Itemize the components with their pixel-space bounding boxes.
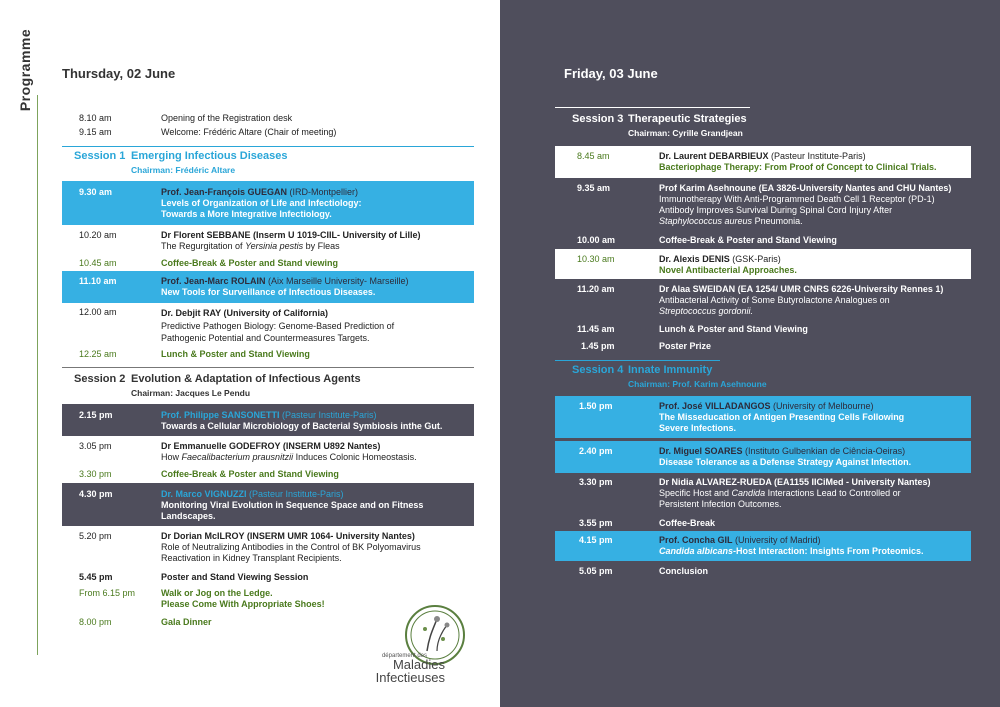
session-4-title: Innate Immunity <box>628 364 713 376</box>
session-divider <box>62 367 474 368</box>
session-1-label: Session 1 <box>74 150 126 162</box>
logo-line-2: Maladies Infectieuses <box>375 657 445 685</box>
friday-page: Friday, 03 June Session 3 Therapeutic Strategies Chairman: Cyrille Grandjean 8.45 am Dr. Laurent DEBARBIEUX (Pasteur Institute-Paris) Bacteriophage Therapy: From Proof of Concept to Clinical Trials. 9.35 am Prof Karim Asehnoune (EA 3826-University Nantes and CHU Nantes) Immunotherapy With Anti-Programmed Death Cell 1 Receptor (PD-1) Antibody Improves Survival During Spinal Cord Injury After Staphylococcus aureus Pneumonia. 10.00 am Coffee-Break & Poster and Stand Viewing 10.30 am Dr. Alexis DENIS (GSK-Paris) Novel Antibacterial Approaches. 11.20 am Dr Alaa SWEIDAN (EA 1254/ UMR CNRS 6226-University Rennes 1) Antibacterial Activity of Some Butyrolactone Analogues on Streptococcus gordonii. 11.45 am Lunch & Poster and Stand Viewing 1.45 pm Poster Prize Session 4 Innate Immunity Chairman: Prof. Karim Asehnoune 1.50 pm Prof. José VILLADANGOS (University of Melbourne) The Misseducation of Antigen Presenting Cells Following Severe Infections. 2.40 pm Dr. Miguel SOARES (Instituto Gulbenkian de Ciência-Oeiras) Disease Tolerance as a Defense Strategy Against Infection. 3.30 pm Dr Nidia ALVAREZ-RUEDA (EA1155 IICiMed - University Nantes) Specific Host and Candida Interactions Lead to Controlled or Persistent Infection Outcomes. 3.55 pm Coffee-Break 4.15 pm Prof. Concha GIL (University of Madrid) Candida albicans-Host Interaction: Insights From Proteomics. 5.05 pm Conclusion <box>500 0 1000 707</box>
session-3-chair: Chairman: Cyrille Grandjean <box>628 128 743 138</box>
logo-line-1: département des <box>381 653 427 659</box>
session-1-title: Emerging Infectious Diseases <box>131 150 288 162</box>
thursday-page: Programme Thursday, 02 June 8.10 am Opening of the Registration desk 9.15 am Welcome: Frédéric Altare (Chair of meeting) Session 1 Emerging Infectious Diseases Chairman: Frédéric Altare 9.30 am Prof. Jean-François GUEGAN (IRD-Montpellier) Levels of Organization of Life and Infectiology: Towards a More Integrative Infectiology. 10.20 am Dr Florent SEBBANE (Inserm U 1019-CIIL- University of Lille) The Regurgitation of Yersinia pestis by Fleas 10.45 am Coffee-Break & Poster and Stand viewing 11.10 am Prof. Jean-Marc ROLAIN (Aix Marseille University- Marseille) New Tools for Surveillance of Infectious Diseases. 12.00 am Dr. Debjit RAY (University of California) Predictive Pathogen Biology: Genome-Based Prediction of Pathogenic Potential and Countermeasures Targets. 12.25 am Lunch & Poster and Stand Viewing Session 2 Evolution & Adaptation of Infectious Agents Chairman: Jacques Le Pendu 2.15 pm Prof. Philippe SANSONETTI (Pasteur Institute-Paris) Towards a Cellular Microbiology of Bacterial Symbiosis inthe Gut. 3.05 pm Dr Emmanuelle GODEFROY (INSERM U892 Nantes) How Faecalibacterium prausnitzii Induces Colonic Homeostasis. 3.30 pm Coffee-Break & Poster and Stand Viewing 4.30 pm Dr. Marco VIGNUZZI (Pasteur Institute-Paris) Monitoring Viral Evolution in Sequence Space and on Fitness Landscapes. 5.20 pm Dr Dorian McILROY (INSERM UMR 1064- University Nantes) Role of Neutralizing Antibodies in the Control of BK Polyomavirus Reactivation in Kidney Transplant Recipients. 5.45 pm Poster and Stand Viewing Session From 6.15 pm Walk or Jog on the Ledge. Please Come With Appropriate Shoes! 8.00 pm Gala Dinner département des Maladies Infectieuses <box>0 0 500 707</box>
session-2-chair: Chairman: Jacques Le Pendu <box>131 388 251 398</box>
friday-title: Friday, 03 June <box>564 66 658 81</box>
side-divider <box>37 95 38 655</box>
session-divider <box>62 146 474 147</box>
session-2-label: Session 2 <box>74 373 126 385</box>
session-3-title: Therapeutic Strategies <box>628 113 747 125</box>
thursday-title: Thursday, 02 June <box>62 66 176 81</box>
session-2-title: Evolution & Adaptation of Infectious Agents <box>131 373 361 385</box>
session-4-label: Session 4 <box>572 364 624 376</box>
session-divider <box>555 107 750 108</box>
maladies-infectieuses-logo <box>355 605 480 690</box>
session-1-chair: Chairman: Frédéric Altare <box>131 165 236 175</box>
session-4-chair: Chairman: Prof. Karim Asehnoune <box>628 379 767 389</box>
session-3-label: Session 3 <box>572 113 624 125</box>
programme-side-title: Programme <box>17 28 33 112</box>
session-divider <box>555 360 720 361</box>
